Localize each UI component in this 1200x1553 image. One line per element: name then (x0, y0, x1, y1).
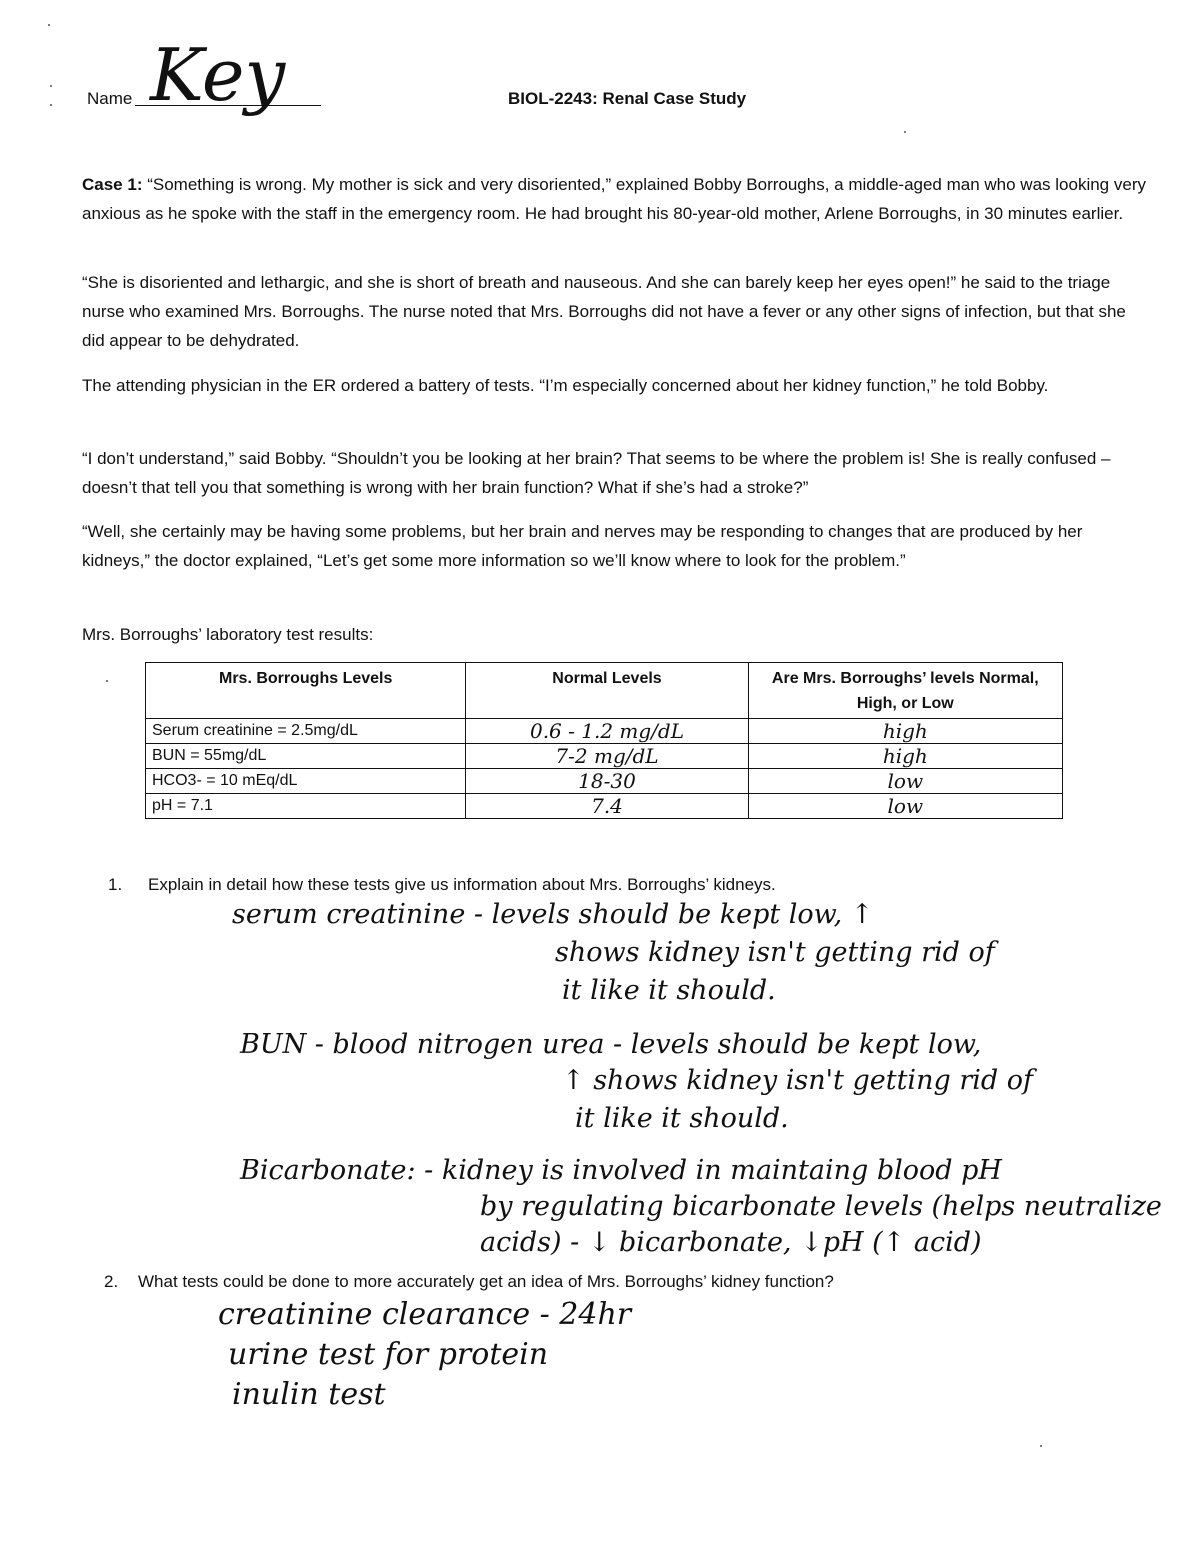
answer-2-line: inulin test (232, 1377, 386, 1412)
question-text: Explain in detail how these tests give us information about Mrs. Borroughs’ kidneys. (148, 875, 776, 894)
scan-speck (1040, 1445, 1042, 1447)
answer-1-line: it like it should. (575, 1103, 789, 1134)
scan-speck (904, 131, 906, 133)
case-paragraph-1 (82, 170, 1147, 228)
table-cell-assessment: high (748, 744, 1062, 769)
question-number: 1. (108, 875, 123, 894)
table-row (146, 719, 1063, 744)
case-paragraph-4: “I don’t understand,” said Bobby. “Shouldn’t you be looking at her brain? That seems to be where the problem is! She is really confused – doesn’t that tell you that something is wrong with her brain function? What if she’s had a stroke?” (82, 449, 1111, 497)
table-cell-normal-level: 7.4 (466, 794, 748, 819)
table-cell-patient-level: BUN = 55mg/dL (146, 744, 466, 769)
answer-2-line: urine test for protein (228, 1337, 549, 1372)
answer-1-line: by regulating bicarbonate levels (helps neutralize (480, 1191, 1162, 1222)
table-cell-patient-level: Serum creatinine = 2.5mg/dL (146, 719, 466, 744)
question-number: 2. (104, 1272, 119, 1291)
scan-speck (50, 85, 52, 87)
name-label: Name (87, 89, 133, 108)
lab-results-table (145, 662, 1063, 819)
table-cell-assessment: low (748, 794, 1062, 819)
table-cell-normal-level: 0.6 - 1.2 mg/dL (466, 719, 748, 744)
table-cell-normal-level: 18-30 (466, 769, 748, 794)
scan-speck (48, 24, 50, 26)
question-1 (108, 873, 776, 897)
case-paragraph-5: “Well, she certainly may be having some problems, but her brain and nerves may be responding to changes that are produced by her kidneys,” the doctor explained, “Let’s get some more information so we’ll know where to look for the problem.” (82, 522, 1083, 570)
case-label: Case 1: (82, 175, 143, 194)
name-value: Key (150, 33, 286, 117)
table-cell-assessment: low (748, 769, 1062, 794)
case-paragraph-2: “She is disoriented and lethargic, and she is short of breath and nauseous. And she can barely keep her eyes open!” he said to the triage nurse who examined Mrs. Borroughs. The nurse noted that Mrs. Borroughs did not have a fever or any other signs of infection, but that she did appear to be dehydrated. (82, 273, 1126, 350)
answer-1-line: acids) - ↓ bicarbonate, ↓pH (↑ acid) (480, 1227, 982, 1258)
answer-2-line: creatinine clearance - 24hr (218, 1297, 632, 1332)
question-2 (104, 1270, 834, 1294)
table-row (146, 769, 1063, 794)
answer-1-line: shows kidney isn't getting rid of (555, 937, 995, 968)
scan-speck (106, 680, 108, 682)
case-paragraph-3: The attending physician in the ER ordered a battery of tests. “I’m especially concerned about her kidney function,” he told Bobby. (82, 376, 1049, 395)
table-cell-patient-level: HCO3- = 10 mEq/dL (146, 769, 466, 794)
table-header-cell: Normal Levels (466, 663, 748, 719)
table-header-cell: Are Mrs. Borroughs’ levels Normal, High, or Low (748, 663, 1062, 719)
table-row (146, 744, 1063, 769)
case-paragraph-1-text: “Something is wrong. My mother is sick and very disoriented,” explained Bobby Borroughs, a middle-aged man who was looking very anxious as he spoke with the staff in the emergency room. He had brought his 80-year-old mother, Arlene Borroughs, in 30 minutes earlier. (82, 175, 1146, 223)
answer-1-line: Bicarbonate: - kidney is involved in maintaing blood pH (240, 1155, 1002, 1186)
table-header-row (146, 663, 1063, 719)
table-cell-patient-level: pH = 7.1 (146, 794, 466, 819)
answer-1-line: serum creatinine - levels should be kept low, ↑ (232, 899, 874, 930)
scan-speck (50, 104, 52, 106)
table-header-cell: Mrs. Borroughs Levels (146, 663, 466, 719)
results-label: Mrs. Borroughs’ laboratory test results: (82, 625, 374, 644)
question-text: What tests could be done to more accurately get an idea of Mrs. Borroughs’ kidney function? (138, 1272, 834, 1291)
answer-1-line: BUN - blood nitrogen urea - levels should be kept low, (240, 1029, 982, 1060)
course-title: BIOL-2243: Renal Case Study (508, 89, 747, 108)
answer-1-line: it like it should. (562, 975, 776, 1006)
table-cell-assessment: high (748, 719, 1062, 744)
table-cell-normal-level: 7-2 mg/dL (466, 744, 748, 769)
table-row (146, 794, 1063, 819)
answer-1-line: ↑ shows kidney isn't getting rid of (562, 1065, 1033, 1096)
